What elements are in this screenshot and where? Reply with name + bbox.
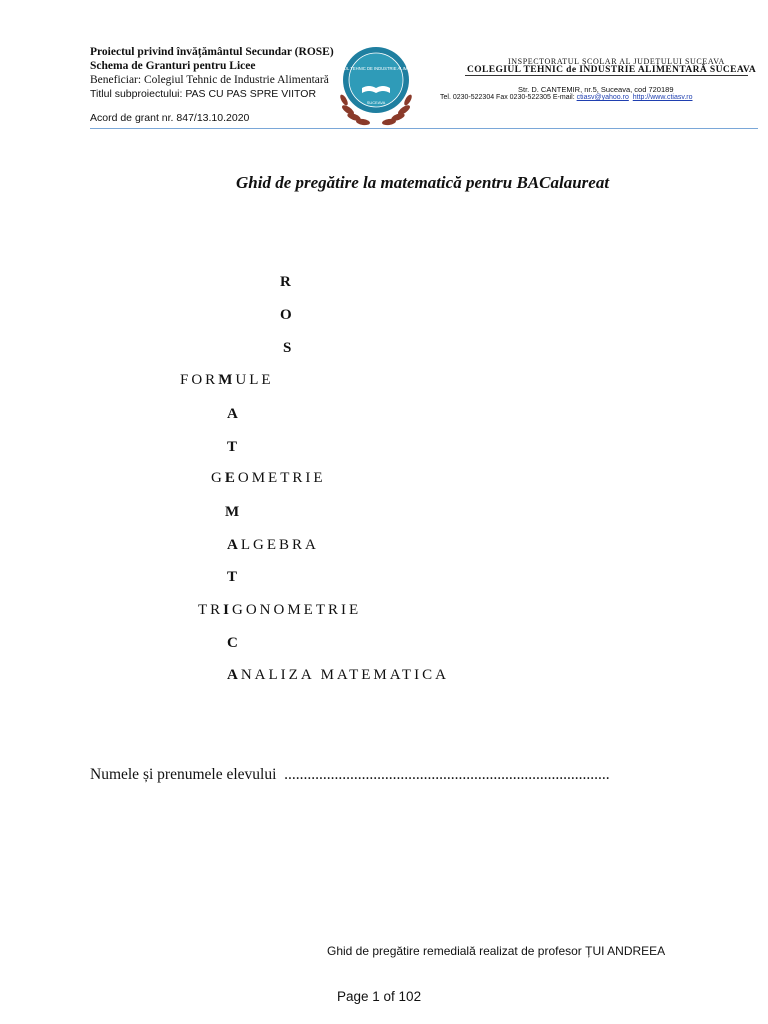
acrostic-row: TRIGONOMETRIE bbox=[198, 602, 362, 618]
acrostic-row: T bbox=[227, 569, 241, 585]
svg-text:SUCEAVA: SUCEAVA bbox=[366, 100, 386, 105]
header-divider bbox=[90, 128, 758, 129]
college-name: COLEGIUL TEHNIC de INDUSTRIE ALIMENTARĂ SUCEAVA bbox=[467, 65, 757, 75]
acrostic-row: T bbox=[227, 439, 241, 455]
svg-text:COLEGIUL TEHNIC DE INDUSTRIE A: COLEGIUL TEHNIC DE INDUSTRIE ALIMENTARĂ bbox=[328, 66, 424, 71]
inspectorate-name: INSPECTORATUL ȘCOLAR AL JUDEȚULUI SUCEAVA bbox=[508, 57, 725, 66]
acrostic-row: FORMULE bbox=[180, 372, 274, 388]
acrostic-row: ANALIZA MATEMATICA bbox=[227, 667, 449, 683]
acrostic-row: R bbox=[280, 274, 294, 290]
email-link[interactable]: ctiasv@yahoo.ro bbox=[576, 94, 629, 101]
acrostic-row: S bbox=[283, 340, 295, 356]
student-name-dots: .................................................................................... bbox=[284, 766, 610, 783]
college-address: Str. D. CANTEMIR, nr.5, Suceava, cod 720189 bbox=[518, 85, 674, 94]
contact-phone-fax: Tel. 0230-522304 Fax 0230-522305 E-mail: bbox=[440, 94, 577, 101]
author-note: Ghid de pregătire remedială realizat de profesor ȚUI ANDREEA bbox=[327, 944, 666, 958]
college-contact bbox=[440, 94, 693, 101]
acrostic-row: M bbox=[225, 504, 243, 520]
grant-scheme: Schema de Granturi pentru Licee bbox=[90, 60, 256, 72]
header-underline bbox=[465, 75, 748, 76]
student-name-field bbox=[90, 766, 610, 784]
acrostic-row: GEOMETRIE bbox=[211, 470, 326, 486]
subproject-title: Titlul subproiectului: PAS CU PAS SPRE VIITOR bbox=[90, 88, 317, 100]
document-title: Ghid de pregătire la matematică pentru BACalaureat bbox=[236, 173, 610, 192]
acrostic-row: A bbox=[227, 406, 241, 422]
school-logo bbox=[328, 40, 424, 130]
acrostic-row: C bbox=[227, 635, 241, 651]
project-name: Proiectul privind învățământul Secundar (ROSE) bbox=[90, 46, 334, 58]
beneficiary: Beneficiar: Colegiul Tehnic de Industrie Alimentară bbox=[90, 74, 329, 86]
student-name-label: Numele și prenumele elevului bbox=[90, 766, 277, 783]
website-link[interactable]: http://www.ctiasv.ro bbox=[632, 94, 693, 101]
acrostic-row: ALGEBRA bbox=[227, 537, 319, 553]
acrostic-row: O bbox=[280, 307, 295, 323]
page-number: Page 1 of 102 bbox=[337, 989, 422, 1004]
grant-agreement: Acord de grant nr. 847/13.10.2020 bbox=[90, 112, 250, 124]
